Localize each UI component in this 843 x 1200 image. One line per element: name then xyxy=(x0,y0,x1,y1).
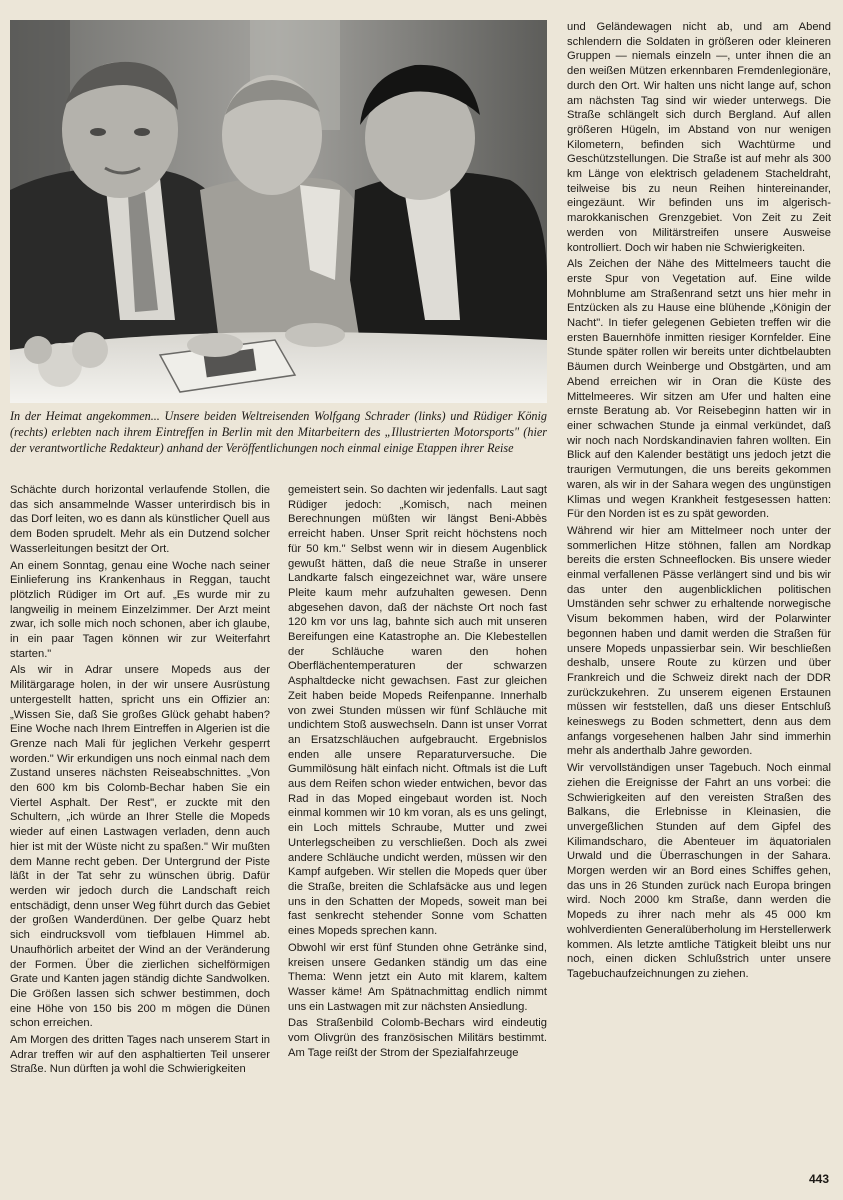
paragraph: Schächte durch horizontal verlaufende Stollen, die das sich ansammelnde Wasser unterirdisch bis in das Dorf leiten, wo es dann als künstlicher Quell aus dem Boden sprudelt. Mehr als ein Dutzend solcher Wasserleitungen besitzt der Ort. xyxy=(10,484,270,555)
text-column-3 xyxy=(567,20,831,982)
paragraph: Obwohl wir erst fünf Stunden ohne Getränke sind, kreisen unsere Gedanken ständig um das eine Thema: Wenn jetzt ein Auto mit klarem, kaltem Wasser käme! Am Spätnachmittag endlich nimmt uns ein Lastwagen mit zur nächsten Ansiedlung. xyxy=(288,941,547,1013)
paragraph: An einem Sonntag, genau eine Woche nach seiner Einlieferung ins Krankenhaus in Reggan, taucht plötzlich Rüdiger im Ort auf. „Es wurde mir zu langweilig in meinem Einzelzimmer. Der Arzt meint zwar, ich solle mich noch schonen, aber ich glaube, in ein paar Tagen können wir zur Weiterfahrt starten." xyxy=(10,559,270,660)
paragraph: Als wir in Adrar unsere Mopeds aus der Militärgarage holen, in der wir unsere Ausrüstung untergestellt hatten, spricht uns ein Offizier an: „Wissen Sie, daß Sie großes Glück gehabt haben? Eine Woche nach Ihrem Eintreffen in Algerien ist die Grenze nach Mali für jeglichen Verkehr gesperrt worden." Wir erkundigen uns noch einmal nach dem Zustand unseres nächsten Reiseabschnittes. „Von den 600 km bis Colomb-Bechar haben Sie ein Viertel Asphalt. Der Rest", er zuckte mit den Schultern, „ich würde an Ihrer Stelle die Mopeds wieder auf einen Lastwagen verladen, denn auch hier ist mit der Wüste nicht zu spaßen." Wir mußten dem Manne recht geben. Der Untergrund der Piste läßt in der Tat sehr zu wünschen übrig. Dafür werden wir jedoch durch die Landschaft reich entschädigt, denn unser Weg führt durch das Gebiet der großen Wanderdünen. Der gelbe Quarz hebt sich eindrucksvoll vom tiefblauen Himmel ab. Unaufhörlich arbeitet der Wind an der Veränderung der Formen. Über die zierlichen sichelförmigen Grate und Kanten jagen ständig dichte Sandwolken. Die Größen lassen sich schwer bestimmen, doch eine Höhe von 150 bis 200 m mögen die Dünen schon erreichen. xyxy=(10,664,270,1030)
paragraph: Während wir hier am Mittelmeer noch unter der sommerlichen Hitze stöhnen, fallen am Nordkap bereits die ersten Schneeflocken. Bis unsere wieder einmal verfallenen Pässe verlängert sind und bis wir das unter den augenblicklichen politischen Umständen sehr schwer zu erhaltende norwegische Visum bekommen haben, wird der Polarwinter begonnen haben und damit werden die Straßen für unsere Mopeds unpassierbar sein. Wir beschließen deshalb, unsere Route zu kürzen und über Frankreich und die Schweiz direkt nach der DDR zurückzukehren. Zu unserem eigenen Erstaunen müssen wir feststellen, daß uns dieser Entschluß keineswegs zu Boden schmettert, denn aus dem anfangs vorgesehenen halben Jahr sind immerhin mehr als anderthalb Jahre geworden. xyxy=(567,524,831,758)
paragraph: Als Zeichen der Nähe des Mittelmeers taucht die erste Spur von Vegetation auf. Eine wilde Mohnblume am Straßenrand setzt uns hier mehr in Entzücken als zu Hause eine blühende „Königin der Nacht". In tiefer gelegenen Gebieten treffen wir die ersten Bauernhöfe inmitten riesiger Kornfelder. Eine Stunde später rollen wir bereits unter dichtbelaubten Bäumen durch Weinberge und Obstgärten, und am Abend erreichen wir in Oran die Küste des Mittelmeeres. Wir sitzen am Ufer und halten eine ernste Beratung ab. Vor Reisebeginn hatten wir in einer schwachen Stunde ja einmal verkündet, daß wir noch nach Nordskandinavien fahren wollten. Ein Blick auf den Kalender bestätigt uns jedoch jetzt die traurigen Vermutungen, die uns bereits gekommen waren, als wir in der Sahara wegen des ungünstigen Klimas und wegen Krankheit festgesessen hatten: Für den Norden ist es zu spät geworden. xyxy=(567,258,831,521)
photo-three-men-at-table xyxy=(10,20,547,403)
paragraph: Am Morgen des dritten Tages nach unserem Start in Adrar treffen wir auf den asphaltierten Teil unserer Straße. Nun dürften ja wohl die Schwierigkeiten xyxy=(10,1034,270,1076)
text-column-1 xyxy=(10,483,270,1077)
photo-illustration xyxy=(10,20,547,403)
paragraph: Wir vervollständigen unser Tagebuch. Noch einmal ziehen die Ereignisse der Fahrt an uns vorbei: die Schwierigkeiten auf den vereisten Straßen des Balkans, die Erlebnisse in Kleinasien, die unvergeßlichen Stunden auf dem Gipfel des Kilimandscharo, die Abenteuer im äquatorialen Urwald und die Überraschungen in der Sahara. Morgen werden wir an Bord eines Schiffes gehen, das uns in 26 Stunden zurück nach Europa bringen wird. Noch 2000 km Straße, dann werden die Mopeds zu ihrer nach mehr als 45 000 km wohlverdienten Generalüberholung im Herstellerwerk kommen. Als letzte amtliche Tätigkeit bleibt uns nur noch, einen dicken Schlußstrich unter unsere Tagebuchaufzeichnungen zu ziehen. xyxy=(567,762,831,980)
paragraph: gemeistert sein. So dachten wir jedenfalls. Laut sagt Rüdiger jedoch: „Komisch, nach meinen Berechnungen müßten wir längst Beni-Abbès erreicht haben. Unser Sprit reicht höchstens noch für 50 km." Selbst wenn wir in diesem Augenblick gewußt hätten, daß die neue Straße in unserer Landkarte falsch eingezeichnet war, wäre unsere Pleite kaum mehr aufzuhalten gewesen. Denn abgesehen davon, daß der nächste Ort noch fast 120 km vor uns lag, bahnte sich auch mit unseren Bereifungen eine Katastrophe an. Die Klebestellen der Schläuche waren den hohen Oberflächentemperaturen der schwarzen Asphaltdecke nicht gewachsen. Fast zur gleichen Zeit haben beide Mopeds Reifenpanne. Innerhalb von zwei Stunden müssen wir fünf Schläuche mit undichtem Stoß auswechseln. Dann ist unser Vorrat an Ersatzschläuchen aufgebraucht. Ergebnislos enden alle unsere Reparaturversuche. Die Gummilösung hält einfach nicht. Oftmals ist die Luft aus dem Reifen schon wieder entwichen, bevor das Rad in das Moped eingebaut worden ist. Noch einmal kommen wir 10 km voran, als es uns gelingt, ein Loch mittels Schraube, Mutter und zwei Unterlegscheiben zu verschließen. Doch als zwei andere Schläuche undicht werden, müssen wir den Kampf aufgeben. Wir stellen die Mopeds quer über die Straße, breiten die Schlafsäcke aus und legen uns in den Schatten der Mopeds, soweit man bei fast senkrecht stehender Sonne vom Schatten eines Mopeds sprechen kann. xyxy=(288,484,547,938)
paragraph: und Geländewagen nicht ab, und am Abend schlendern die Soldaten in größeren oder kleineren Gruppen — niemals einzeln —, unter ihnen die an den weißen Mützen erkennbaren Fremdenlegionäre, durch den Ort. Wir halten uns nicht lange auf, schon am nächsten Tag sind wir wieder unterwegs. Die Straße schlängelt sich durch Bergland. Auf allen größeren Hügeln, im Abstand von nur wenigen Kilometern, befinden sich Wachtürme und Geschützstellungen. Die Straße ist auf mehr als 300 km Länge von elektrisch geladenem Stacheldraht, teilweise bis zu neun Reihen hintereinander, eingezäunt. Wir befinden uns im algerisch-marokkanischen Grenzgebiet. Von Zeit zu Zeit werden von Militärstreifen unsere Ausweise kontrolliert. Doch wir haben nie Schwierigkeiten. xyxy=(567,21,831,254)
page-number: 443 xyxy=(808,1172,829,1186)
photo-caption: In der Heimat angekommen... Unsere beiden Weltreisenden Wolfgang Schrader (links) und Rüdiger König (rechts) erlebten nach ihrem Eintreffen in Berlin mit den Mitarbeitern des „Illustrierten Motorsports" (hier der verantwortliche Redakteur) anhand der Veröffentlichungen noch einmal einige Etappen ihrer Reise xyxy=(10,409,547,456)
text-column-2 xyxy=(288,483,547,1060)
paragraph: Das Straßenbild Colomb-Bechars wird eindeutig vom Olivgrün des französischen Militärs bestimmt. Am Tage reißt der Strom der Spezialfahrzeuge xyxy=(288,1017,547,1059)
